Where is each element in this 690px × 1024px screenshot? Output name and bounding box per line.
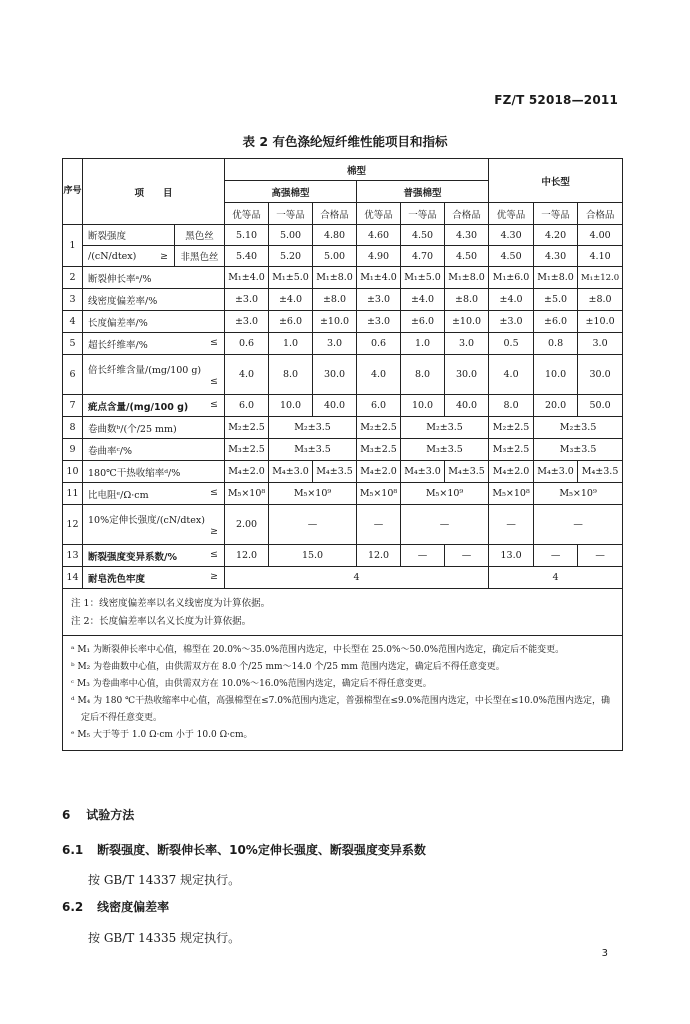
value-cell: M₂±3.5 xyxy=(401,417,489,439)
section-6-2-heading xyxy=(62,898,169,915)
grade-cell: 优等品 xyxy=(225,203,269,225)
row-item: 长度偏差率/% xyxy=(83,311,225,333)
row-no: 1 xyxy=(63,225,83,267)
value-cell: ±6.0 xyxy=(534,311,578,333)
value-cell: M₁±4.0 xyxy=(225,267,269,289)
notes-divider xyxy=(63,635,622,636)
row-item: 断裂强度 xyxy=(83,225,175,246)
table-row xyxy=(63,545,623,567)
row-item xyxy=(83,483,225,505)
page-number: 3 xyxy=(601,948,608,959)
row-item-label: 倍长纤维含量/(mg/100 g) xyxy=(88,365,202,376)
row-item-label: 断裂强度变异系数/% xyxy=(88,551,177,563)
value-cell: M₁±8.0 xyxy=(313,267,357,289)
row-item-label: 疵点含量/(mg/100 g) xyxy=(88,401,189,413)
value-cell: 1.0 xyxy=(269,333,313,355)
value-cell: M₁±5.0 xyxy=(269,267,313,289)
value-cell: 10.0 xyxy=(401,395,445,417)
value-cell: M₄±3.5 xyxy=(578,461,623,483)
value-cell: 4.80 xyxy=(313,225,357,246)
table-row xyxy=(63,311,623,333)
value-cell: M₅×10⁹ xyxy=(269,483,357,505)
row-item-label: 10%定伸长强度/(cN/dtex) xyxy=(88,515,205,526)
grade-cell: 一等品 xyxy=(401,203,445,225)
grade-cell: 一等品 xyxy=(534,203,578,225)
row-no: 14 xyxy=(63,567,83,589)
value-cell: 50.0 xyxy=(578,395,623,417)
value-cell: M₄±3.0 xyxy=(401,461,445,483)
value-cell: — xyxy=(357,505,401,545)
table-row xyxy=(63,395,623,417)
value-cell: M₄±2.0 xyxy=(357,461,401,483)
value-cell: 13.0 xyxy=(489,545,534,567)
section-6-2-body: 按 GB/T 14335 规定执行。 xyxy=(88,931,241,945)
value-cell: ±3.0 xyxy=(489,311,534,333)
header-high-strength: 高强棉型 xyxy=(225,181,357,203)
row-symbol: ≥ xyxy=(160,250,168,262)
table-row xyxy=(63,439,623,461)
row-symbol: ≥ xyxy=(210,526,219,537)
value-cell: 12.0 xyxy=(225,545,269,567)
value-cell: 4.50 xyxy=(489,246,534,267)
value-cell: 0.6 xyxy=(225,333,269,355)
value-cell: M₃±2.5 xyxy=(489,439,534,461)
table-row xyxy=(63,483,623,505)
row-no: 9 xyxy=(63,439,83,461)
value-cell: 4.00 xyxy=(578,225,623,246)
row-item xyxy=(83,355,225,395)
value-cell: ±10.0 xyxy=(578,311,623,333)
value-cell: 15.0 xyxy=(269,545,357,567)
value-cell: 4.0 xyxy=(489,355,534,395)
header-no: 序号 xyxy=(63,159,83,225)
value-cell: 10.0 xyxy=(269,395,313,417)
value-cell: — xyxy=(401,545,445,567)
note-1: 注 1：线密度偏差率以名义线密度为计算依据。 xyxy=(71,598,271,609)
table-row xyxy=(63,567,623,589)
value-cell: M₅×10⁹ xyxy=(534,483,623,505)
table-row xyxy=(63,505,623,545)
grade-cell: 优等品 xyxy=(357,203,401,225)
row-item xyxy=(83,395,225,417)
value-cell: — xyxy=(401,505,489,545)
header-item: 项 目 xyxy=(83,159,225,225)
value-cell: 4.90 xyxy=(357,246,401,267)
value-cell: — xyxy=(578,545,623,567)
value-cell: 4.0 xyxy=(357,355,401,395)
value-cell: 0.6 xyxy=(357,333,401,355)
value-cell: 12.0 xyxy=(357,545,401,567)
row-item: 卷曲率ᶜ/% xyxy=(83,439,225,461)
row-item xyxy=(83,246,175,267)
value-cell: ±8.0 xyxy=(578,289,623,311)
row-no: 6 xyxy=(63,355,83,395)
value-cell: 30.0 xyxy=(313,355,357,395)
section-title: 断裂强度、断裂伸长率、10%定伸长强度、断裂强度变异系数 xyxy=(97,843,426,857)
footnote-c: ᶜ M₃ 为卷曲率中心值，由供需双方在 10.0%～16.0%范围内选定，确定后不得任意变更。 xyxy=(71,679,432,689)
value-cell: M₂±2.5 xyxy=(489,417,534,439)
row-item-unit: /(cN/dtex) xyxy=(88,250,137,262)
value-cell: 4.0 xyxy=(225,355,269,395)
grade-cell: 合格品 xyxy=(445,203,489,225)
sub-label: 黑色丝 xyxy=(175,225,225,246)
row-no: 4 xyxy=(63,311,83,333)
row-item: 断裂伸长率ᵃ/% xyxy=(83,267,225,289)
value-cell: M₃±2.5 xyxy=(357,439,401,461)
row-item-label: 比电阻ᵉ/Ω·cm xyxy=(88,489,149,501)
row-symbol: ≤ xyxy=(210,376,219,387)
value-cell: M₃±2.5 xyxy=(225,439,269,461)
sub-label: 非黑色丝 xyxy=(175,246,225,267)
value-cell: M₁±4.0 xyxy=(357,267,401,289)
table-title: 表 2 有色涤纶短纤维性能项目和指标 xyxy=(242,134,448,149)
footnote-b: ᵇ M₂ 为卷曲数中心值，由供需双方在 8.0 个/25 mm～14.0 个/25 mm 范围内选定，确定后不得任意变更。 xyxy=(71,662,505,672)
header-medium-long: 中长型 xyxy=(489,159,623,203)
value-cell: 3.0 xyxy=(313,333,357,355)
value-cell: 4.60 xyxy=(357,225,401,246)
value-cell: 10.0 xyxy=(534,355,578,395)
value-cell: 30.0 xyxy=(445,355,489,395)
section-number: 6.1 xyxy=(62,843,84,857)
value-cell: ±6.0 xyxy=(269,311,313,333)
value-cell: ±3.0 xyxy=(357,289,401,311)
value-cell: 4.50 xyxy=(445,246,489,267)
grade-cell: 合格品 xyxy=(313,203,357,225)
row-no: 10 xyxy=(63,461,83,483)
header-row-1 xyxy=(63,159,623,181)
value-cell: M₂±2.5 xyxy=(357,417,401,439)
value-cell: M₃±3.5 xyxy=(269,439,357,461)
row-symbol: ≤ xyxy=(210,398,219,410)
section-6-1-heading xyxy=(62,841,426,858)
value-cell: ±8.0 xyxy=(445,289,489,311)
value-cell: 5.40 xyxy=(225,246,269,267)
row-no: 13 xyxy=(63,545,83,567)
value-cell: M₅×10⁸ xyxy=(225,483,269,505)
performance-table xyxy=(62,158,623,751)
row-symbol: ≤ xyxy=(210,548,219,560)
value-cell: M₂±3.5 xyxy=(269,417,357,439)
section-title: 试验方法 xyxy=(86,808,135,822)
table-row xyxy=(63,289,623,311)
value-cell: M₅×10⁸ xyxy=(489,483,534,505)
row-item xyxy=(83,567,225,589)
value-cell: ±8.0 xyxy=(313,289,357,311)
value-cell: 4.30 xyxy=(445,225,489,246)
grade-cell: 合格品 xyxy=(578,203,623,225)
value-cell: M₄±3.5 xyxy=(445,461,489,483)
value-cell: M₃±3.5 xyxy=(534,439,623,461)
value-cell: 5.20 xyxy=(269,246,313,267)
table-row xyxy=(63,225,623,246)
value-cell: M₂±2.5 xyxy=(225,417,269,439)
value-cell: 8.0 xyxy=(489,395,534,417)
grade-cell: 一等品 xyxy=(269,203,313,225)
value-cell: 20.0 xyxy=(534,395,578,417)
row-item: 卷曲数ᵇ/(个/25 mm) xyxy=(83,417,225,439)
value-cell: M₄±3.0 xyxy=(534,461,578,483)
value-cell: M₃±3.5 xyxy=(401,439,489,461)
notes-row xyxy=(63,589,623,751)
row-item: 线密度偏差率/% xyxy=(83,289,225,311)
value-cell: 4.70 xyxy=(401,246,445,267)
value-cell: 4 xyxy=(489,567,623,589)
value-cell: ±10.0 xyxy=(313,311,357,333)
value-cell: 0.8 xyxy=(534,333,578,355)
value-cell: M₄±3.0 xyxy=(269,461,313,483)
section-6-heading xyxy=(62,806,134,823)
value-cell: M₂±3.5 xyxy=(534,417,623,439)
table-row xyxy=(63,333,623,355)
value-cell: 5.10 xyxy=(225,225,269,246)
value-cell: 4.50 xyxy=(401,225,445,246)
row-no: 3 xyxy=(63,289,83,311)
row-item xyxy=(83,505,225,545)
row-item-label: 超长纤维率/% xyxy=(88,339,148,351)
value-cell: 30.0 xyxy=(578,355,623,395)
value-cell: ±4.0 xyxy=(401,289,445,311)
value-cell: M₄±2.0 xyxy=(489,461,534,483)
value-cell: — xyxy=(534,545,578,567)
value-cell: 40.0 xyxy=(445,395,489,417)
value-cell: M₅×10⁹ xyxy=(401,483,489,505)
row-no: 11 xyxy=(63,483,83,505)
row-no: 8 xyxy=(63,417,83,439)
value-cell: M₁±12.0 xyxy=(578,267,623,289)
row-item xyxy=(83,545,225,567)
table-row xyxy=(63,355,623,395)
row-no: 5 xyxy=(63,333,83,355)
table-row xyxy=(63,417,623,439)
value-cell: — xyxy=(489,505,534,545)
notes-cell xyxy=(63,589,623,751)
value-cell: 40.0 xyxy=(313,395,357,417)
row-symbol: ≤ xyxy=(210,336,219,348)
value-cell: ±3.0 xyxy=(225,311,269,333)
value-cell: M₄±3.5 xyxy=(313,461,357,483)
value-cell: 3.0 xyxy=(578,333,623,355)
value-cell: 8.0 xyxy=(401,355,445,395)
section-number: 6.2 xyxy=(62,900,84,914)
row-item xyxy=(83,333,225,355)
row-no: 12 xyxy=(63,505,83,545)
value-cell: — xyxy=(534,505,623,545)
value-cell: 6.0 xyxy=(225,395,269,417)
table-row xyxy=(63,461,623,483)
value-cell: 0.5 xyxy=(489,333,534,355)
table-row xyxy=(63,246,623,267)
standard-code: FZ/T 52018—2011 xyxy=(494,93,618,107)
value-cell: 4.30 xyxy=(534,246,578,267)
note-2: 注 2：长度偏差率以名义长度为计算依据。 xyxy=(71,616,252,627)
footnote-e: ᵉ M₅ 大于等于 1.0 Ω·cm 小于 10.0 Ω·cm。 xyxy=(71,730,253,740)
footnote-a: ᵃ M₁ 为断裂伸长率中心值，棉型在 20.0%～35.0%范围内选定，中长型在 25.0%～50.0%范围内选定，确定后不能变更。 xyxy=(71,645,565,655)
value-cell: 2.00 xyxy=(225,505,269,545)
value-cell: ±4.0 xyxy=(269,289,313,311)
value-cell: 3.0 xyxy=(445,333,489,355)
value-cell: 4 xyxy=(225,567,489,589)
value-cell: M₄±2.0 xyxy=(225,461,269,483)
value-cell: ±10.0 xyxy=(445,311,489,333)
value-cell: ±3.0 xyxy=(357,311,401,333)
value-cell: 4.30 xyxy=(489,225,534,246)
value-cell: 4.20 xyxy=(534,225,578,246)
value-cell: 8.0 xyxy=(269,355,313,395)
value-cell: 6.0 xyxy=(357,395,401,417)
value-cell: M₅×10⁸ xyxy=(357,483,401,505)
section-title: 线密度偏差率 xyxy=(97,900,170,914)
row-symbol: ≤ xyxy=(210,486,219,498)
section-6-1-body: 按 GB/T 14337 规定执行。 xyxy=(88,873,241,887)
value-cell: ±4.0 xyxy=(489,289,534,311)
header-cotton-type: 棉型 xyxy=(225,159,489,181)
value-cell: 5.00 xyxy=(269,225,313,246)
header-regular: 普强棉型 xyxy=(357,181,489,203)
row-no: 2 xyxy=(63,267,83,289)
value-cell: M₁±5.0 xyxy=(401,267,445,289)
table-row xyxy=(63,267,623,289)
row-item: 180℃干热收缩率ᵈ/% xyxy=(83,461,225,483)
row-no: 7 xyxy=(63,395,83,417)
row-symbol: ≥ xyxy=(210,570,219,582)
value-cell: ±5.0 xyxy=(534,289,578,311)
value-cell: ±6.0 xyxy=(401,311,445,333)
value-cell: — xyxy=(269,505,357,545)
value-cell: 4.10 xyxy=(578,246,623,267)
value-cell: 5.00 xyxy=(313,246,357,267)
value-cell: M₁±8.0 xyxy=(534,267,578,289)
value-cell: 1.0 xyxy=(401,333,445,355)
section-number: 6 xyxy=(62,808,71,822)
value-cell: M₁±6.0 xyxy=(489,267,534,289)
value-cell: — xyxy=(445,545,489,567)
row-item-label: 耐皂洗色牢度 xyxy=(88,573,146,585)
grade-cell: 优等品 xyxy=(489,203,534,225)
value-cell: M₁±8.0 xyxy=(445,267,489,289)
footnote-d: ᵈ M₄ 为 180 ℃干热收缩率中心值，高强棉型在≤7.0%范围内选定，普强棉型在≤9.0%范围内选定，中长型在≤10.0%范围内选定，确定后不得任意变更。 xyxy=(71,696,611,723)
value-cell: ±3.0 xyxy=(225,289,269,311)
